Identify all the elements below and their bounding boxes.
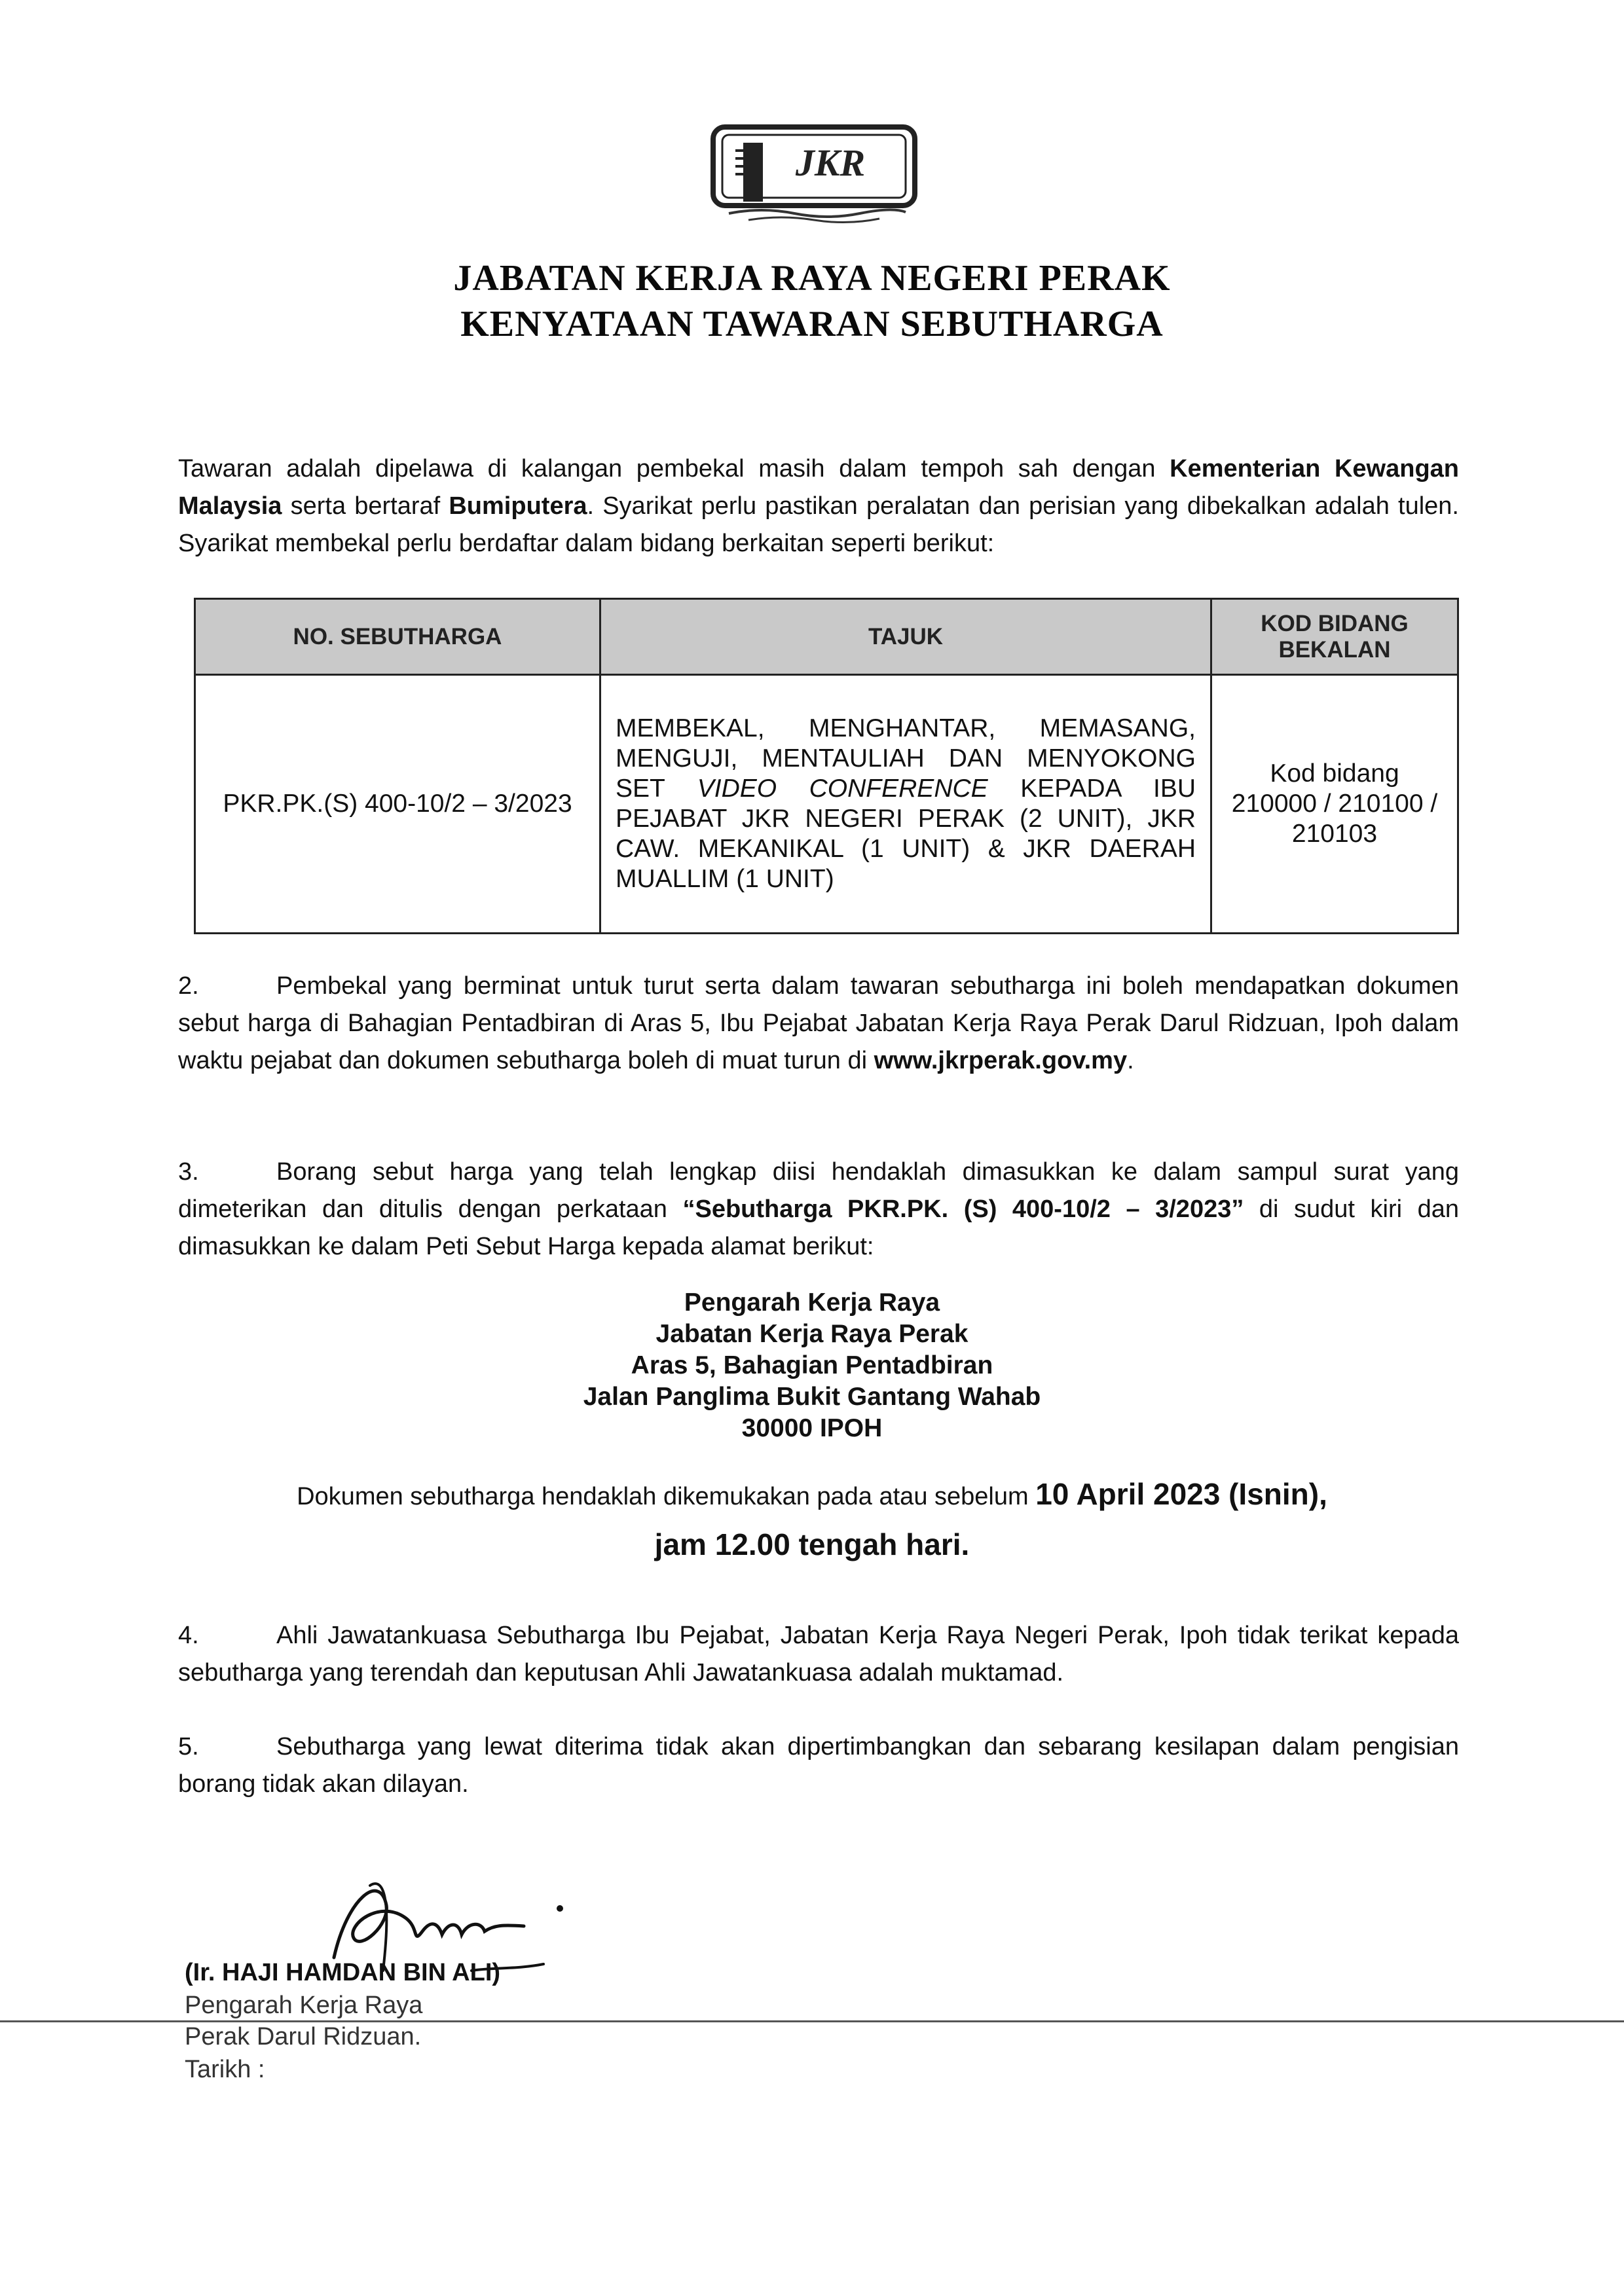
table-header-no: NO. SEBUTHARGA [196, 600, 601, 676]
signatory-title: Pengarah Kerja Raya [185, 1992, 423, 2019]
paragraph-4: 4. Ahli Jawatankuasa Sebutharga Ibu Pejabat, Jabatan Kerja Raya Negeri Perak, Ipoh tidak terikat kepada sebutharga yang terendah dan keputusan Ahli Jawatankuasa adalah muktamad. [178, 1622, 1459, 1686]
page-title: JABATAN KERJA RAYA NEGERI PERAK [453, 258, 1171, 299]
website-link[interactable]: www.jkrperak.gov.my [874, 1047, 1128, 1074]
signatory-place: Perak Darul Ridzuan. [185, 2023, 422, 2050]
quotation-table [194, 598, 1459, 934]
address-line: Jalan Panglima Bukit Gantang Wahab [583, 1383, 1041, 1411]
table-header-kod: KOD BIDANG BEKALAN [1212, 600, 1457, 676]
table-cell-no: PKR.PK.(S) 400-10/2 – 3/2023 [196, 676, 601, 932]
paragraph-2: 2. Pembekal yang berminat untuk turut serta dalam tawaran sebutharga ini boleh mendapatkan dokumen sebut harga di Bahagian Pentadbiran di Aras 5, Ibu Pejabat Jabatan Kerja Raya Perak Darul Ridzuan, Ipoh dalam waktu pejabat dan dokumen sebutharga boleh di muat turun di www.jkrperak.gov.my. [178, 972, 1459, 1074]
intro-paragraph: Tawaran adalah dipelawa di kalangan pembekal masih dalam tempoh sah dengan Kementerian Kewangan Malaysia serta bertaraf Bumiputera. Syarikat perlu pastikan peralatan dan perisian yang dibekalkan adalah tulen. Syarikat membekal perlu berdaftar dalam bidang berkaitan seperti berikut: [178, 455, 1459, 557]
jkr-logo-text: JKR [795, 141, 866, 184]
paragraph-5: 5. Sebutharga yang lewat diterima tidak akan dipertimbangkan dan sebarang kesilapan dalam pengisian borang tidak akan dilayan. [178, 1733, 1459, 1798]
signatory-name: (Ir. HAJI HAMDAN BIN ALI) [185, 1959, 501, 1986]
address-line: Aras 5, Bahagian Pentadbiran [631, 1351, 993, 1379]
address-line: 30000 IPOH [741, 1414, 883, 1442]
page-subtitle: KENYATAAN TAWARAN SEBUTHARGA [460, 304, 1164, 344]
table-cell-title: MEMBEKAL, MENGHANTAR, MEMASANG, MENGUJI, MENTAULIAH DAN MENYOKONG SET VIDEO CONFERENCE KEPADA IBU PEJABAT JKR NEGERI PERAK (2 UNIT), JKR CAW. MEKANIKAL (1 UNIT) & JKR DAERAH MUALLIM (1 UNIT) [601, 676, 1212, 932]
scan-divider-line [0, 2020, 1624, 2022]
deadline-text: Dokumen sebutharga hendaklah dikemukakan pada atau sebelum 10 April 2023 (Isnin), [297, 1477, 1327, 1511]
table-cell-kod: Kod bidang 210000 / 210100 / 210103 [1231, 759, 1438, 848]
jkr-logo [709, 123, 919, 228]
table-header-title: TAJUK [601, 600, 1212, 676]
paragraph-3: 3. Borang sebut harga yang telah lengkap diisi hendaklah dimasukkan ke dalam sampul surat yang dimeterikan dan ditulis dengan perkataan “Sebutharga PKR.PK. (S) 400-10/2 – 3/2023” di sudut kiri dan dimasukkan ke dalam Peti Sebut Harga kepada alamat berikut: [178, 1158, 1459, 1260]
address-line: Jabatan Kerja Raya Perak [655, 1320, 969, 1348]
date-label: Tarikh : [185, 2056, 265, 2083]
address-line: Pengarah Kerja Raya [684, 1288, 940, 1317]
deadline-time: jam 12.00 tengah hari. [654, 1527, 970, 1561]
